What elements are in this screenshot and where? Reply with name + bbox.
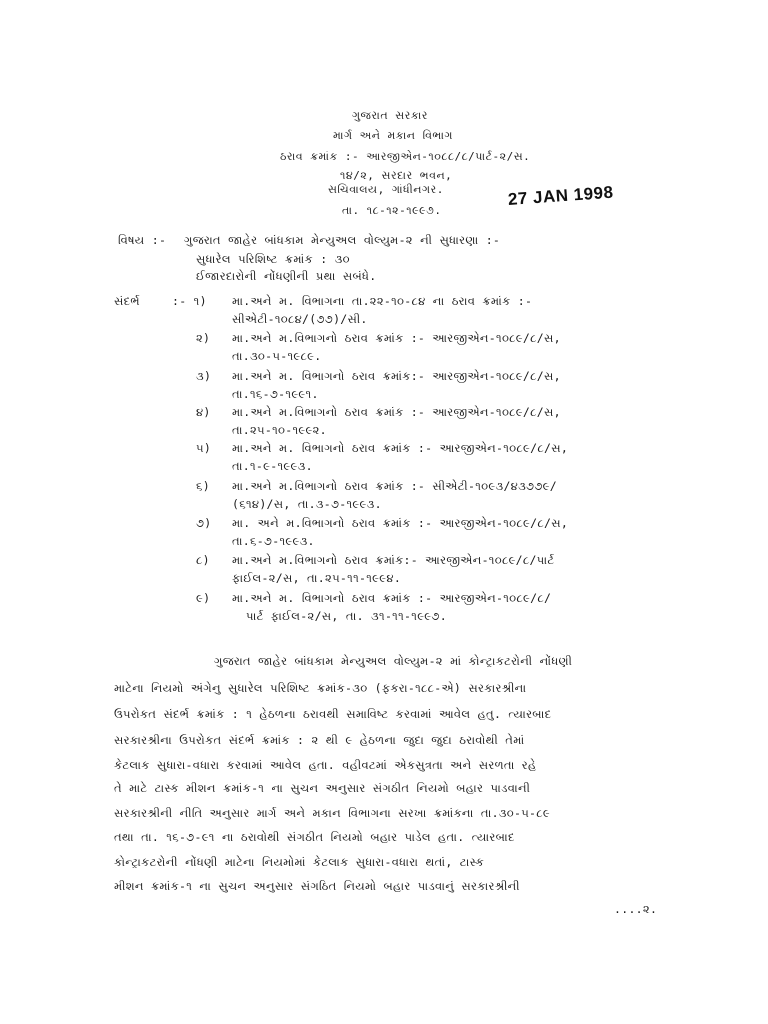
reference-line: ફાઈલ-૨/સ, તા.૨૫-૧૧-૧૯૯૪.: [232, 571, 402, 585]
reference-number: ૬): [196, 479, 210, 493]
reference-line: પાર્ટ ફાઈલ-૨/સ, તા. ૩૧-૧૧-૧૯૯૭.: [246, 609, 447, 623]
paragraph-line: સરકારશ્રીના ઉપરોકત સંદર્ભ ક્રમાંક : ૨ થી ૯ હેઠળના જુદા જુદા ઠરાવોથી તેમાં: [114, 733, 525, 747]
paragraph-line: કોન્ટ્રાકટરોની નોંધણી માટેના નિયમોમાં કેટલાક સુધારા-વધારા થતાં, ટાસ્ક: [114, 855, 485, 869]
resolution-date: તા. ૧૮-૧૨-૧૯૯૭.: [342, 204, 442, 217]
reference-line: સીએટી-૧૦૮૪/(૭૭)/સી.: [232, 312, 368, 326]
reference-line: મા.અને મ.વિભાગનો ઠરાવ ક્રમાંક :- આરજીએન-૧૦૮૯/૮/સ,: [232, 331, 561, 345]
reference-line: મા. અને મ.વિભાગનો ઠરાવ ક્રમાંક :- આરજીએન-૧૦૮૯/૮/સ,: [232, 516, 569, 530]
reference-number: ૩): [196, 369, 212, 383]
subject-line-3: ઈજારદારોની નોંધણીની પ્રથા સબંધે.: [196, 269, 377, 283]
reference-line: મા.અને મ.વિભાગનો ઠરાવ ક્રમાંક :- આરજીએન-૧૦૮૯/૮/સ,: [232, 405, 561, 419]
references-label: સંદર્ભ: [114, 294, 140, 308]
office-city: સચિવાલય, ગાંધીનગર.: [328, 183, 444, 196]
reference-line: મા.અને મ. વિભાગનો ઠરાવ ક્રમાંક :- આરજીએન-૧૦૮૯/૮/: [232, 591, 552, 605]
reference-line: મા.અને મ.વિભાગનો ઠરાવ ક્રમાંક :- સીએટી-૧૦૯૩/૪૩૭૭૯/: [232, 479, 557, 493]
reference-line: તા.૨૫-૧૦-૧૯૯૨.: [232, 423, 327, 437]
subject-line-2: સુધારેલ પરિશિષ્ટ ક્રમાંક : ૩૦: [196, 252, 350, 266]
reference-line: તા.૧-૯-૧૯૯૩.: [232, 459, 313, 473]
reference-line: તા.૩૦-૫-૧૯૮૯.: [232, 349, 322, 363]
subject-label: વિષય :-: [118, 233, 167, 247]
reference-line: તા.૬-૭-૧૯૯૩.: [232, 534, 315, 548]
subject-line-1: ગુજરાત જાહેર બાંધકામ મેન્યુઅલ વોલ્યુમ-૨ ની સુધારણા :-: [184, 233, 501, 247]
office-address: ૧૪/૨, સરદાર ભવન,: [340, 169, 453, 182]
reference-line: મા.અને મ. વિભાગના તા.૨૨-૧૦-૮૪ ના ઠરાવ ક્રમાંક :-: [232, 294, 533, 308]
page-continuation: ....૨.: [614, 902, 658, 916]
received-date-stamp: 27 JAN 1998: [507, 182, 615, 209]
reference-line: (૬૧૪)/સ, તા.૩-૭-૧૯૯૩.: [232, 497, 382, 511]
reference-number: ૨): [196, 331, 211, 345]
paragraph-line: તથા તા. ૧૬-૭-૯૧ ના ઠરાવોથી સંગઠીત નિયમો બહાર પાડેલ હતા. ત્યારબાદ: [114, 830, 515, 844]
department-name: માર્ગ અને મકાન વિભાગ: [333, 129, 453, 142]
paragraph-line: ગુજરાત જાહેર બાંધકામ મેન્યુઅલ વોલ્યુમ-૨ માં કોન્ટ્રાકટરોની નોંધણી: [214, 654, 573, 668]
reference-number: ૪): [196, 405, 211, 419]
paragraph-line: કેટલાક સુધારા-વધારા કરવામાં આવેલ હતા. વહીવટમાં એકસુત્રતા અને સરળતા રહે: [114, 758, 537, 772]
reference-number: ૮): [196, 553, 210, 567]
reference-number: ૫): [196, 441, 212, 455]
govt-name: ગુજરાત સરકાર: [352, 109, 428, 122]
reference-line: તા.૧૬-૭-૧૯૯૧.: [232, 387, 319, 401]
paragraph-line: સરકારશ્રીની નીતિ અનુસાર માર્ગ અને મકાન વિભાગના સરખા ક્રમાંકના તા.૩૦-૫-૮૯: [114, 806, 551, 820]
reference-line: મા.અને મ. વિભાગનો ઠરાવ ક્રમાંક :- આરજીએન-૧૦૮૯/૮/સ,: [232, 441, 569, 455]
reference-line: મા.અને મ. વિભાગનો ઠરાવ ક્રમાંક:- આરજીએન-૧૦૮૯/૮/સ,: [232, 369, 561, 383]
paragraph-line: માટેના નિયમો અંગેનુ સુધારેલ પરિશિષ્ટ ક્રમાંક-૩૦ (ફકરા-૧૮૮-એ) સરકારશ્રીના: [114, 681, 527, 695]
reference-line: મા.અને મ.વિભાગનો ઠરાવ ક્રમાંક:- આરજીએન-૧૦૮૯/૮/પાર્ટ: [232, 553, 555, 567]
paragraph-line: મીશન ક્રમાંક-૧ ના સુચન અનુસાર સંગઠિત નિયમો બહાર પાડવાનું સરકારશ્રીની: [114, 879, 520, 893]
reference-number: ૯): [196, 591, 211, 605]
paragraph-line: ઉપરોકત સંદર્ભ ક્રમાંક : ૧ હેઠળના ઠરાવથી સમાવિષ્ટ કરવામાં આવેલ હતુ. ત્યારબાદ: [114, 707, 552, 721]
resolution-number: ઠરાવ ક્રમાંક :- આરજીએન-૧૦૮૮/૮/પાર્ટ-૨/સ.: [280, 150, 531, 163]
reference-number: ૭): [196, 516, 212, 530]
paragraph-line: તે માટે ટાસ્ક મીશન ક્રમાંક-૧ ના સુચન અનુસાર સંગઠીત નિયમો બહાર પાડવાની: [114, 781, 531, 795]
reference-number: :- ૧): [172, 294, 207, 308]
